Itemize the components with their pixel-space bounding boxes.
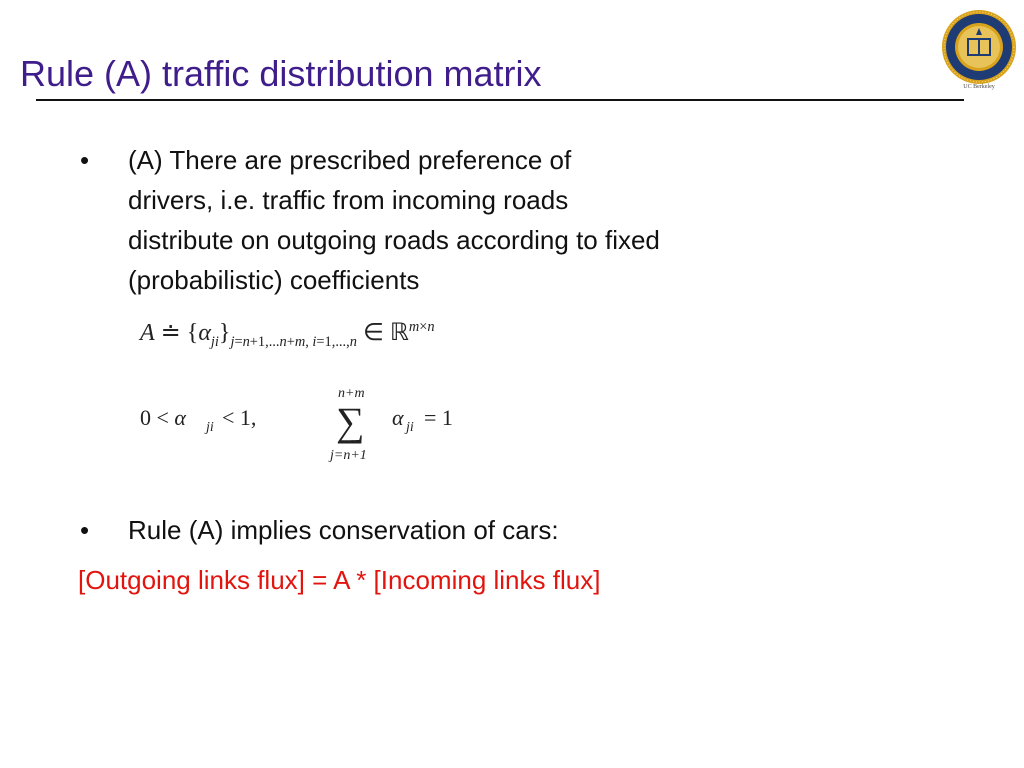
bullet-1 [80,140,860,310]
coefficient-constraints-formula [140,385,500,465]
flux-conservation-statement: [Outgoing links flux] = A * [Incoming links flux] [78,565,601,595]
svg-text:ji: ji [406,420,414,435]
bullet-line: (A) There are prescribed preference of [128,145,572,175]
bullet-line: Rule (A) implies conservation of cars: [128,515,559,545]
svg-text:∑: ∑ [336,399,365,444]
bullet-text [128,510,559,550]
matrix-definition-formula: A ≐ $\{\alpha_{ji}\}_{j=n+1,...n+m, i=1,...,n}$ ∈ ℝ$^{m\times n}$ [140,319,435,350]
bullet-line: distribute on outgoing roads according to fixed [128,225,660,255]
logo-caption: UC Berkeley [963,84,995,90]
bullet-2 [80,510,860,550]
bullet-marker: • [80,145,90,175]
bullet-line: (probabilistic) coefficients [128,265,420,295]
slide-title: Rule (A) traffic distribution matrix [20,53,542,94]
svg-text:= 1: = 1 [424,405,453,430]
svg-text:j=n+1: j=n+1 [330,448,367,463]
svg-text:0 < α: 0 < α [140,405,186,430]
svg-text:α: α [392,405,404,430]
title-underline [36,99,964,101]
bullet-text [128,140,660,300]
svg-text:< 1,: < 1, [222,405,257,430]
bullet-marker: • [80,515,90,545]
svg-text:ji: ji [206,420,214,435]
svg-text:n+m: n+m [338,386,365,401]
bullet-line: drivers, i.e. traffic from incoming roads [128,185,569,215]
